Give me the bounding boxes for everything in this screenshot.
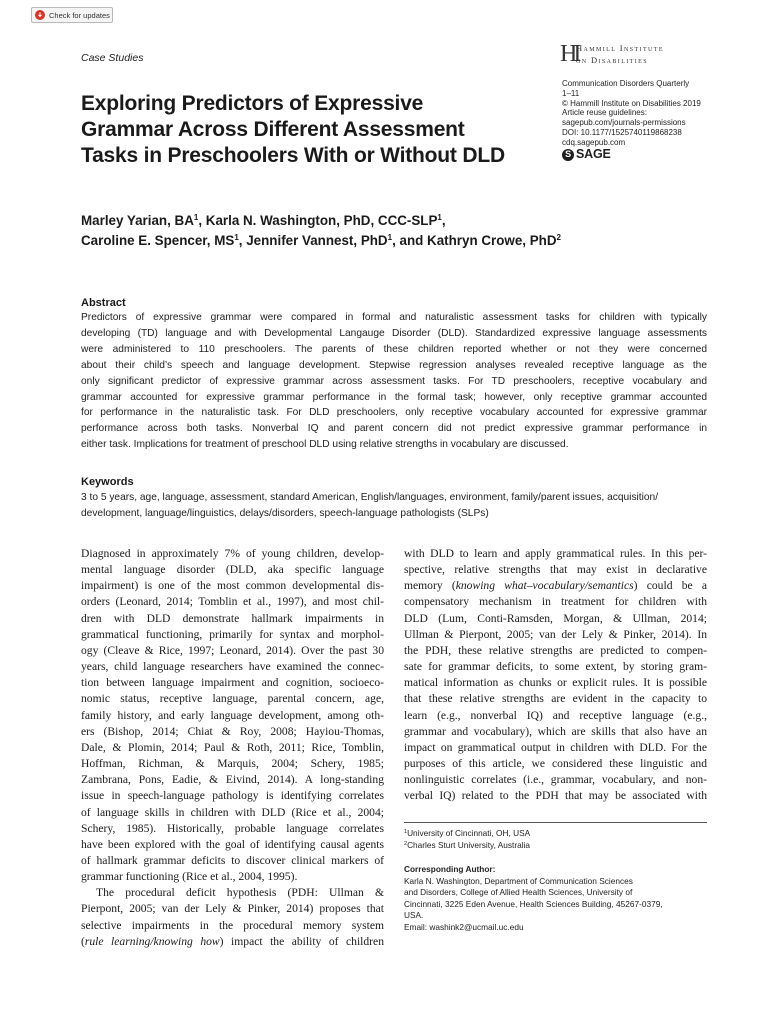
keywords-heading: Keywords <box>81 476 134 488</box>
abstract-line: for performance in the naturalistic task. For DLD preschoolers, only receptive vocabulary accounted for expressive grammar <box>81 407 707 419</box>
section-label: Case Studies <box>81 52 144 64</box>
affiliation-marker: 1 <box>234 233 239 242</box>
body-text: sate for grammar deficits, to some extent, by storing gram- <box>404 660 707 674</box>
body-text: ( <box>81 934 85 948</box>
body-text-line <box>404 691 707 707</box>
body-text-line <box>404 562 707 578</box>
publisher-name-line2: on Disabilities <box>576 55 648 65</box>
body-text-line <box>81 821 384 837</box>
body-text: mental language disorder (DLD, aka specific language <box>81 563 384 577</box>
email-label: Email: <box>404 921 430 932</box>
author-name: Marley Yarian, BA <box>81 213 194 228</box>
body-text-line <box>81 805 384 821</box>
body-text-line <box>81 643 384 659</box>
title-line: Grammar Across Different Assessment <box>81 118 465 141</box>
affiliation-marker: 1 <box>193 213 199 222</box>
body-text: issue in speech-language pathology is identifying correlates <box>81 789 384 803</box>
body-text-line <box>404 740 707 756</box>
affiliations <box>404 828 714 851</box>
abstract-line: grammar accounted for expressive grammar performance in the formal task; however, only receptive grammar accounted <box>81 391 707 403</box>
affiliation-marker: 1 <box>404 829 408 835</box>
abstract-line: developing (TD) language and with Developmental Langauge Disorder (DLD). Standardized expressive language assessments <box>81 327 707 339</box>
body-text: The procedural deficit hypothesis (PDH: Ullman & <box>96 886 384 900</box>
author-separator: , <box>198 213 206 228</box>
body-text-line <box>404 756 707 772</box>
author-name: Kathryn Crowe, PhD <box>427 233 557 248</box>
body-text-line <box>404 788 707 804</box>
check-for-updates-button[interactable] <box>31 7 113 23</box>
body-text-line <box>404 659 707 675</box>
abstract-line: only significant predictor of expressive grammar across assessment tasks. For TD preschoolers, receptive vocabulary and <box>81 375 707 387</box>
email-line <box>404 922 714 934</box>
body-text: of language skills in children with DLD (Rice et al., 2004; <box>81 805 384 819</box>
author-separator: , <box>441 213 446 228</box>
keywords-body <box>81 490 707 522</box>
body-text-line <box>81 885 384 901</box>
body-text-line <box>81 918 384 934</box>
body-text-line <box>404 772 707 788</box>
page-range: 1–11 <box>562 88 580 98</box>
body-text: selective impairments in the procedural memory system <box>81 918 384 932</box>
body-text: spective, relative strengths that may exist in declarative <box>404 563 707 577</box>
footnote-divider <box>404 822 707 823</box>
body-text-line <box>81 578 384 594</box>
body-text-line <box>404 611 707 627</box>
corresponding-author-heading: Corresponding Author: <box>404 864 496 874</box>
body-text: tion between language impairment and cognition, socioeco- <box>81 676 384 690</box>
body-text-line <box>81 562 384 578</box>
journal-name: Communication Disorders Quarterly <box>562 79 690 88</box>
update-icon <box>35 10 45 20</box>
corresponding-address-line: Cincinnati, 3225 Eden Avenue, Health Sciences Building, 45267-0379, <box>404 898 663 909</box>
body-text: ) could be a <box>633 579 708 593</box>
body-text: Schery, 1985). Historically, probable language correlates <box>81 821 384 835</box>
title-line: Tasks in Preschoolers With or Without DLD <box>81 144 505 167</box>
body-text: nomic status, receptive language, parental concern, age, <box>81 692 384 706</box>
body-text: grammar and vocabulary), which are skills that also have an <box>404 724 707 738</box>
body-text-line <box>81 772 384 788</box>
author-separator: , and <box>392 233 428 248</box>
journal-url[interactable]: cdq.sagepub.com <box>562 137 626 147</box>
body-column-right <box>404 546 707 805</box>
title-line: Exploring Predictors of Expressive <box>81 92 424 115</box>
body-text-line <box>404 724 707 740</box>
body-text: that these relative strengths are evident in the capacity to <box>404 692 707 706</box>
body-text-line <box>81 659 384 675</box>
body-text: years, child language researchers have examined the connec- <box>81 660 384 674</box>
abstract-heading: Abstract <box>81 297 126 309</box>
abstract-line: were administered to 110 preschoolers. The parents of these children reported whether or not they were concerned <box>81 343 707 355</box>
check-for-updates-label: Check for updates <box>49 10 110 20</box>
body-text-emphasis: knowing what–vocabulary/semantics <box>455 579 634 593</box>
body-text: memory ( <box>404 579 456 593</box>
body-text-line <box>81 934 384 950</box>
body-text-line <box>81 853 384 869</box>
body-text: learn (e.g., nonverbal IQ) and receptive language (e.g., <box>404 708 707 722</box>
body-text: with DLD to learn and apply grammatical rules. In this per- <box>404 547 707 560</box>
corresponding-address-line: and Disorders, College of Allied Health Sciences, University of <box>404 887 633 898</box>
body-text: orders (Leonard, 2014; Tomblin et al., 1997), and most chil- <box>81 595 384 609</box>
body-text-line <box>404 546 707 562</box>
body-text: ) impact the ability of children <box>219 934 384 948</box>
reuse-guidelines-label: Article reuse guidelines: <box>562 108 647 118</box>
body-text: Diagnosed in approximately 7% of young children, develop- <box>81 547 384 560</box>
body-text-line <box>81 611 384 627</box>
body-text: grammar functioning (Rice et al., 2004, 1995). <box>81 870 298 884</box>
body-text: of hallmark grammar deficits to discover clinical markers of <box>81 853 384 867</box>
body-text-line <box>81 724 384 740</box>
abstract-body <box>81 310 707 453</box>
body-text-line <box>81 708 384 724</box>
body-column-left <box>81 546 384 950</box>
body-text: impairment) is one of the most common developmental dis- <box>81 579 384 593</box>
corresponding-address-line: USA. <box>404 910 424 921</box>
body-text-emphasis: rule learning/knowing how <box>84 934 220 948</box>
body-text-line <box>81 594 384 610</box>
body-text-line <box>81 901 384 917</box>
body-text: the PDH, these relative strengths are predicted to compen- <box>404 643 707 657</box>
body-text: have been explored with the goal of identifying causal agents <box>81 837 384 851</box>
publisher-mark: HI <box>560 41 578 67</box>
body-text-line <box>81 788 384 804</box>
journal-info <box>562 79 732 161</box>
corresponding-address-line: Karla N. Washington, Department of Communication Sciences <box>404 875 633 886</box>
author-separator: , <box>238 233 247 248</box>
body-text: impact on grammatical output in children with DLD. For the <box>404 740 707 754</box>
abstract-line: Predictors of expressive grammar were compared in formal and naturalistic assessment tasks for children with typically <box>81 312 707 323</box>
abstract-line: about their child’s speech and language development. Stepwise regression analyses revealed receptive language as the <box>81 359 707 371</box>
author-line <box>81 211 721 231</box>
sage-logo-text: SAGE <box>576 146 611 161</box>
affiliation-text: Charles Sturt University, Australia <box>407 839 531 850</box>
body-text: ers (Bishop, 2014; Chiat & Roy, 2008; Hayiou-Thomas, <box>81 724 384 738</box>
body-text-line <box>81 756 384 772</box>
body-text: DLD (Lum, Conti-Ramsden, Morgan, & Ullman, 2014; <box>404 611 707 625</box>
body-text-line <box>404 594 707 610</box>
email-link[interactable]: washink2@ucmail.uc.edu <box>429 921 524 932</box>
affiliation-marker: 1 <box>437 213 442 222</box>
affiliation-marker: 2 <box>556 233 561 242</box>
doi[interactable]: DOI: 10.1177/1525740119868238 <box>562 127 682 137</box>
sage-s-icon: S <box>562 149 574 161</box>
affiliation <box>404 840 714 852</box>
author-name: Jennifer Vannest, PhD <box>246 233 388 248</box>
affiliation-marker: 1 <box>387 233 393 242</box>
body-text-line <box>81 675 384 691</box>
keywords-line: development, language/linguistics, delays/disorders, speech-language pathologists (SLPs) <box>81 507 489 519</box>
body-text-line <box>81 627 384 643</box>
body-text: grammatical functioning, primarily for syntax and morphol- <box>81 627 384 641</box>
body-text-line <box>404 643 707 659</box>
body-text-line <box>81 546 384 562</box>
body-text-line <box>81 869 384 885</box>
body-text: matical information as chunks or explicit rules. It is possible <box>404 676 707 690</box>
body-text: compensatory mechanism in treatment for children with <box>404 595 707 609</box>
body-text: verbal IQ) related to the PDH that may be associated with <box>404 789 707 803</box>
corresponding-author <box>404 864 714 934</box>
affiliation-text: University of Cincinnati, OH, USA <box>407 828 531 838</box>
body-text: Zambrana, Pons, Eadie, & Eivind, 2014). A long-standing <box>81 773 384 787</box>
body-text-line <box>81 740 384 756</box>
author-name: Karla N. Washington, PhD, CCC-SLP <box>205 213 438 228</box>
body-text: ogy (Cleave & Rice, 1997; Leonard, 2014). Over the past 30 <box>81 643 384 657</box>
body-text-line <box>404 675 707 691</box>
body-text-line <box>404 708 707 724</box>
author-list <box>81 211 721 251</box>
body-text-line <box>404 578 707 594</box>
body-text: Ullman & Pierpont, 2005; van der Lely & Pinker, 2014). In <box>404 627 707 641</box>
abstract-line: performance across both tasks. Nonverbal IQ and parent concern did not predict expressive grammar performance in <box>81 423 707 435</box>
affiliation-marker: 2 <box>404 840 408 847</box>
publisher-logo <box>560 40 710 72</box>
body-text: dren with DLD demonstrate hallmark impairments in <box>81 611 384 625</box>
body-text: family history, and early language development, among oth- <box>81 708 384 722</box>
body-text: purposes of this article, we considered these linguistic and <box>404 757 707 771</box>
copyright: © Hammill Institute on Disabilities 2019 <box>562 98 701 108</box>
body-text-line <box>404 627 707 643</box>
body-text: Dale, & Plomin, 2014; Paul & Roth, 2011; Rice, Tomblin, <box>81 740 384 754</box>
author-name: Caroline E. Spencer, MS <box>81 233 235 248</box>
sage-logo <box>562 146 732 161</box>
body-text-line <box>81 837 384 853</box>
permissions-link[interactable]: sagepub.com/journals-permissions <box>562 118 686 128</box>
abstract-line: either task. Implications for treatment of preschool DLD using relative strengths in vocabulary are discussed. <box>81 439 569 451</box>
body-text: Hoffman, Richman, & Marquis, 2004; Schery, 1985; <box>81 757 384 771</box>
body-text: nonlinguistic correlates (i.e., grammar, vocabulary, and non- <box>404 773 707 787</box>
keywords-line: 3 to 5 years, age, language, assessment, standard American, English/languages, environment, family/parent issues, acquisition/ <box>81 492 659 503</box>
affiliation <box>404 828 714 840</box>
publisher-name-line1: Hammill Institute <box>576 43 664 53</box>
body-text-line <box>81 691 384 707</box>
body-text: Pierpont, 2005; van der Lely & Pinker, 2014) proposes that <box>81 902 384 916</box>
article-title <box>81 91 551 169</box>
author-line <box>81 231 721 251</box>
